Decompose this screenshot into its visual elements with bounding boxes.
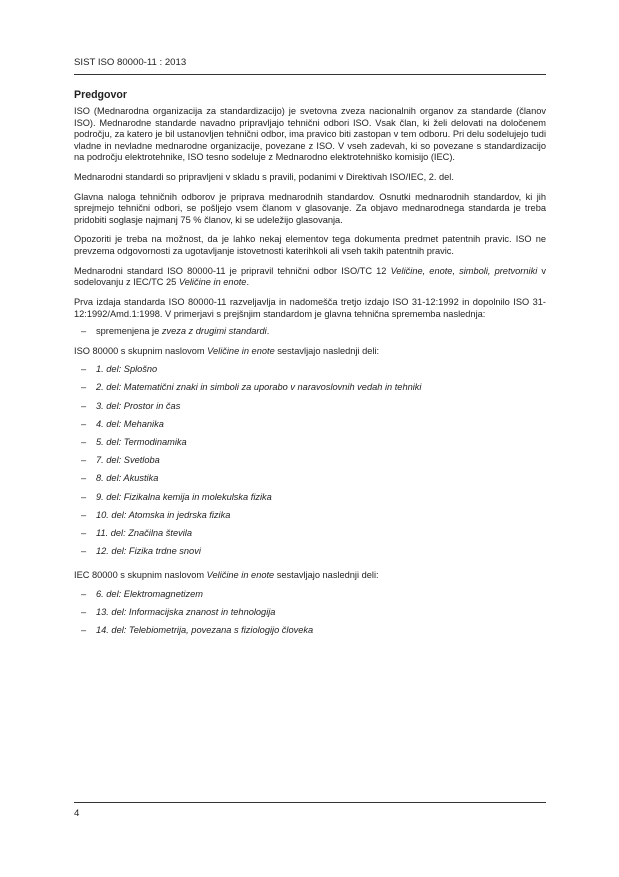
italic-title: Veličine, enote, simboli, pretvorniki [390, 265, 538, 276]
dash-bullet: – [81, 418, 87, 429]
dash-bullet: – [81, 546, 87, 557]
dash-bullet: – [81, 400, 87, 411]
dash-bullet: – [81, 625, 87, 636]
part-title: 11. del: Značilna števila [96, 527, 192, 538]
part-title: 4. del: Mehanika [96, 418, 164, 429]
paragraph: ISO (Mednarodna organizacija za standardizacijo) je svetovna zveza nacionalnih organov za standarde (članov ISO). Mednarodne standarde navadno pripravljajo tehnični odbori ISO. Vsak član, ki želi delovati na določenem področju, za katero je bil ustanovljen tehnični odbor, ima pravico biti zastopan v tem odboru. Pri delu sodelujejo tudi vladne in nevladne mednarodne organizacije, povezane z ISO. V vseh zadevah, ki so povezane s standardizacijo na področju elektrotehnike, ISO tesno sodeluje z Mednarodno elektrotehniško komisijo (IEC). [74, 106, 546, 163]
list-item [74, 382, 546, 400]
header-rule [74, 74, 546, 75]
part-title: 14. del: Telebiometrija, povezana s fiziologijo človeka [96, 625, 314, 636]
dash-bullet: – [81, 491, 87, 502]
dash-bullet: – [81, 588, 87, 599]
italic-title: Veličine in enote [206, 570, 275, 581]
part-title: 1. del: Splošno [96, 364, 158, 375]
part-title: 13. del: Informacijska znanost in tehnologija [96, 607, 276, 618]
section-heading: Predgovor [74, 89, 127, 101]
list-item [74, 326, 546, 338]
change-list [74, 326, 546, 338]
italic-title: Veličine in enote [178, 277, 247, 288]
document-body [74, 89, 546, 649]
text: sestavljajo naslednji deli: [274, 570, 379, 581]
list-item [74, 510, 546, 528]
paragraph: Glavna naloga tehničnih odborov je priprava mednarodnih standardov. Osnutki mednarodnih standardov, ki jih sprejmejo tehnični odbori, se pošljejo vsem članom v glasovanje. Za objavo mednarodnega standarda je treba pridobiti soglasje najmanj 75 % članov, ki se udeležijo glasovanja. [74, 191, 546, 225]
list-item [74, 419, 546, 437]
list-item [74, 625, 546, 643]
italic-text: zveza z drugimi standardi [161, 326, 267, 337]
part-title: 2. del: Matematični znaki in simboli za uporabo v naravoslovnih vedah in tehniki [96, 382, 422, 393]
text: Mednarodni standard ISO 80000-11 je pripravil tehnični odbor ISO/TC 12 [74, 265, 391, 276]
paragraph: Opozoriti je treba na možnost, da je lahko nekaj elementov tega dokumenta predmet patentnih pravic. ISO ne prevzema odgovornosti za ugotavljanje istovetnosti katerihkoli ali vseh takih patentnih pravic. [74, 234, 546, 257]
dash-bullet: – [81, 436, 87, 447]
list-item [74, 492, 546, 510]
list-item [74, 528, 546, 546]
list-item [74, 473, 546, 491]
dash-bullet: – [81, 455, 87, 466]
part-title: 9. del: Fizikalna kemija in molekulska fizika [96, 491, 272, 502]
list-item [74, 546, 546, 564]
text: . [246, 277, 250, 288]
text: . [266, 326, 270, 337]
dash-bullet: – [81, 364, 87, 375]
part-title: 12. del: Fizika trdne snovi [96, 546, 201, 557]
dash-bullet: – [81, 382, 87, 393]
dash-bullet: – [81, 326, 87, 337]
text: ISO 80000 s skupnim naslovom [74, 345, 208, 356]
text: sestavljajo naslednji deli: [274, 345, 380, 356]
part-title: 8. del: Akustika [96, 473, 159, 484]
part-title: 5. del: Termodinamika [96, 436, 187, 447]
text: IEC 80000 s skupnim naslovom [74, 570, 207, 581]
part-title: 6. del: Elektromagnetizem [96, 588, 203, 599]
list-item [74, 437, 546, 455]
list-item [74, 607, 546, 625]
paragraph: Prva izdaja standarda ISO 80000-11 razveljavlja in nadomešča tretjo izdajo ISO 31-12:1992 in dopolnilo ISO 31-12:1992/Amd.1:1998. V primerjavi s prejšnjim standardom je glavna tehnična sprememba naslednja: [74, 297, 546, 319]
list-item [74, 364, 546, 382]
dash-bullet: – [81, 527, 87, 538]
list-item [74, 455, 546, 473]
italic-title: Veličine in enote [207, 345, 275, 356]
paragraph [74, 346, 546, 358]
text: v sodelovanju z IEC/TC 25 [74, 265, 547, 288]
list-item [74, 401, 546, 419]
part-title: 10. del: Atomska in jedrska fizika [96, 509, 231, 520]
page-number: 4 [74, 808, 80, 819]
iec-parts-list [74, 589, 546, 644]
dash-bullet: – [81, 473, 87, 484]
dash-bullet: – [81, 607, 87, 618]
list-item [74, 589, 546, 607]
dash-bullet: – [81, 509, 87, 520]
text: spremenjena je [96, 326, 162, 337]
paragraph: Mednarodni standardi so pripravljeni v skladu s pravili, podanimi v Direktivah ISO/IEC, 2. del. [74, 171, 454, 182]
paragraph [74, 570, 546, 582]
part-title: 3. del: Prostor in čas [96, 400, 181, 411]
iso-parts-list [74, 364, 546, 564]
running-header: SIST ISO 80000-11 : 2013 [74, 57, 187, 68]
footer-rule [74, 802, 546, 803]
part-title: 7. del: Svetloba [96, 455, 160, 466]
paragraph [74, 266, 546, 289]
